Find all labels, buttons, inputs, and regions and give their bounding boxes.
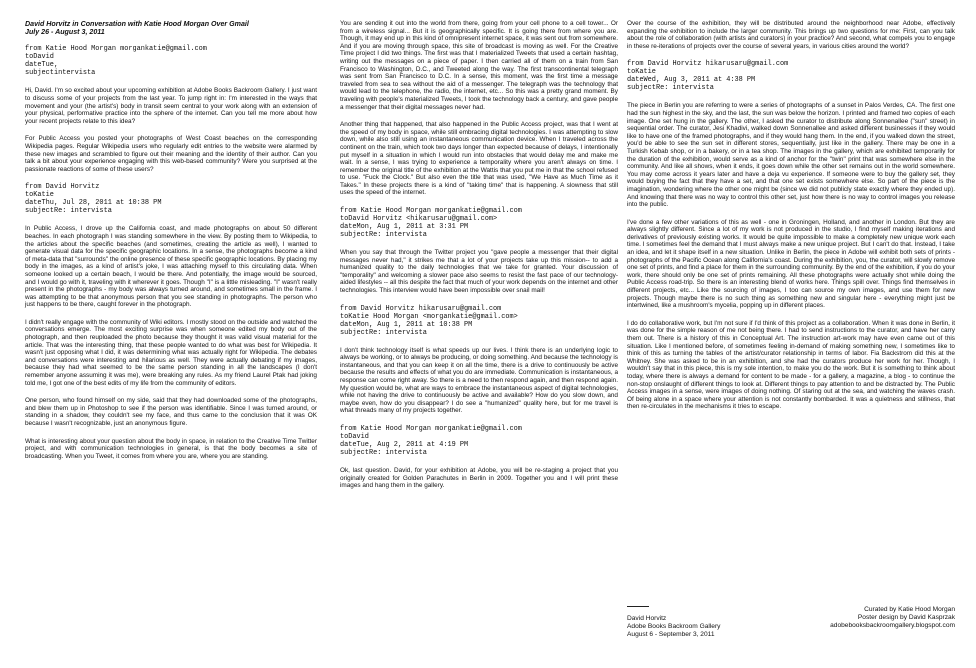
- column-3: [627, 20, 955, 421]
- email-header: from Katie Hood Morgan morgankatie@gmail.com toDavid dateTue, Aug 2, 2011 at 4:19 PM subjectRe: intervista: [340, 424, 522, 457]
- body-paragraph: Over the course of the exhibition, they will be distributed around the neighborhood near Adobe, effectively expanding the exhibition to include the larger community. This brings up two questions for me: First, can you talk about the role of collaboration (with artists and curators) in your practice? And second, what compels you to engage in these re-iterations of projects over the course of several years, in various cities around the world?: [627, 20, 955, 50]
- column-2-blocks: [340, 20, 618, 490]
- gallery-website-link[interactable]: adobebooksbackroomgallery.blogspot.com: [830, 621, 955, 629]
- email-header: from David Horvitz hikarusaru@gmail.com toKatie dateWed, Aug 3, 2011 at 4:38 PM subjectRe: intervista: [627, 60, 789, 93]
- footer-rule: [627, 606, 649, 607]
- email-header: from Katie Hood Morgan morgankatie@gmail.com toDavid dateTue, subjectintervista: [25, 45, 207, 78]
- footer-credits-left: [627, 606, 720, 639]
- curator-credit: Curated by Katie Hood Morgan: [864, 606, 955, 613]
- exhibition-dates: August 6 - September 3, 2011: [627, 630, 715, 638]
- document-title: David Horvitz in Conversation with Katie Hood Morgan Over Gmail July 26 - August 3, 2011: [25, 20, 249, 37]
- artist-name: David Horvitz: [627, 615, 667, 622]
- email-header: from David Horvitz toKatie dateThu, Jul 28, 2011 at 10:38 PM subjectRe: intervista: [25, 183, 162, 216]
- body-paragraph: I don't think technology itself is what speeds up our lives. I think there is an underlying logic to always be working, or to always be producing, or doing something. And because the technology is instantaneous, and that you can keep it on all the time, there is a drive to continuously be active because the results and effects of what you do are immediate. Communication is instantaneous, a response can come right away. So there is a need to then respond again, and then respond again. My question would be, what are ways to embrace the instantaneous aspect of digital technologies, while not having the drive to continuously be active and available? How do you slow down, and maybe even, how do you disappear? I do see a "humanized" quality here, but for me travel is what threads many of my projects together.: [340, 346, 618, 415]
- body-paragraph: I didn't really engage with the community of Wiki editors. I mostly stood on the outside and watched the conversations emerge. The most exciting surprise was when someone edited my body out of the photograph, and then reuploaded the photo because they thought it was valid visual material for the article. That was the interesting thing, that these people wanted to do what was best for Wikipedia. It wasn't just opposing what I did, it was determining what was actually right for Wikipedia. The debates and conversations were interesting and hilarious as well. They were actually debating if my images, because they had what seemed to be the same person standing in all the landscapes (I don't remember anyone assuming it was me), were breaking any rules. As my friend Laurel Ptak had joking told me, I got one of the best edits of my life from the community of editors.: [25, 318, 317, 387]
- column-3-blocks: [627, 20, 955, 411]
- body-paragraph: You are sending it out into the world from there, going from your cell phone to a cell tower... Or from a wireless signal... But it is geographically specific. It is going there from where you are. Though, it may end up in this kind of omnipresent internet space, it was sent out from somewhere. And if you are moving through space, this site of broadcast is moving as well. For the Creative Time project I did two things. The first was that I materialized Tweets that used a certain hashtag, writing out the messages on a piece of paper. I then carried all of them on a train from San Francisco to Washington, D.C., and Tweeted along the way. The first transcontinental telegraph was sent from San Francisco to D.C. In a sense, this moment, was the first time a message traveled from sea to sea without the aid of a messenger. The telegraph was the technology that would lead to the telephone, the radio, the internet, etc... So this was a pretty grand moment. By traveling with people's materialized Tweets, I took the technology back a century, and gave people a messenger that their digital messages never had.: [340, 20, 618, 111]
- body-paragraph: When you say that through the Twitter project you "gave people a messenger that their digital messages never had," it strikes me that a lot of your projects take up this mission-- to add a humanized quality to the daily technologies that we take for granted. Your discussion of "temporality" and welcoming a slower pace also seems to resist the fast pace of our technology-aided lifestyles -- all this despite the fact that much of your work depends on the internet and other technologies. This interview would have been impossible over snail mail!: [340, 249, 618, 295]
- body-paragraph: One person, who found himself on my side, said that they had downloaded some of the photographs, and blew them up in Photoshop to see if the person was identifiable. Since I was turned around, or standing in a shadow, they couldn't see my face, and thus came to the conclusion that it was OK because I wasn't recognizable, just an anonymous figure.: [25, 397, 317, 427]
- body-paragraph: What is interesting about your question about the body in space, in relation to the Creative Time Twitter project, and with communication technologies in general, is that the body becomes a site of broadcasting. When you Tweet, it comes from where you are, where you are standing.: [25, 437, 317, 460]
- email-header: from Katie Hood Morgan morgankatie@gmail.com toDavid Horvitz <hikarusaru@gmail.com> dateMon, Aug 1, 2011 at 3:31 PM subjectRe: intervista: [340, 207, 522, 240]
- body-paragraph: I've done a few other variations of this as well - one in Groningen, Holland, and another in London. But they are always slightly different. Since a lot of my work is not produced in the studio, I find myself making iterations and derivatives of previously existing works. It would be quite impossible to make a completely new unique work each time. I sometimes feel the demand that I must always make a new unique project. But I can't do that. Instead, I take an idea, and let it shape itself in a new situation. Unlike in Berlin, the piece in Adobe will exhibit both sets of prints - photographs of the Pacific Ocean along California's coast. During the exhibition, you, the curator, will slowly remove one set of prints, and find a place for them in the surrounding community. By the end of the exhibition, if you do your work, there should only be one set of prints remaining. All these photographs were actually shot while doing the Public Access road-trip. So there is an interesting blend of works here. Things spill over. Things find themselves in different projects, etc... Like the sourcing of images, I too can source my own images, and use them for new projects. Though maybe there is no such thing as something new and singular here - everything might just be intertwined, like a mushroom's mycelia, popping up in different places.: [627, 218, 955, 310]
- body-paragraph: The piece in Berlin you are referring to were a series of photographs of a sunset in Palos Verdes, CA. The first one had the sun highest in the sky, and the last, the sun was below the horizon. I printed and framed two copies of each image. One set hung in the gallery. The other, I asked the curator to distribute along Sonnenallee ("sun" street) in sequential order. The curator, Jesi Khadivi, walked down Sonnenallee and asked different businesses if they would like to have one of the framed photographs, and if they would hang them. In the end, if you walked down the street, you'd be able to see the sun set in different stores, sequentially, just like in the gallery. There may be one in a Turkish Kebab shop, or in a bakery, or in a tea shop. The images in the gallery, which are exhibited temporarily for the duration of the exhibition, would serve as a kind of anchor for the "twin" print that was somewhere else in the community. And like all shows, when it ends, it goes down while the other set remains out in the world somewhere. You may come across it years later and have a deja vu experience. If someone were to buy the gallery set, they would buying the fact that they have a set, and that one set exists somewhere else. So part of the piece is the imagination, wondering where the other one might be (since we did not publicly state exactly where they ended up). And knowing that there was no way to control this other set, just how there is no way to control images you release into the public.: [627, 102, 955, 209]
- email-header: from David Horvitz hikarusaru@gmail.com toKatie Hood Morgan <morgankatie@gmail.com> dateMon, Aug 1, 2011 at 10:38 PM subjectRe: intervista: [340, 304, 518, 337]
- column-1-blocks: [25, 45, 317, 460]
- body-paragraph: Ok, last question. David, for your exhibition at Adobe, you will be re-staging a project that you originally created for Golden Parachutes in Berlin in 2009. Together you and I will print these images and hang them in the gallery.: [340, 466, 618, 490]
- column-1: [25, 20, 317, 470]
- footer-credits-right: [795, 606, 955, 630]
- design-credit: Poster design by David Kasprzak: [857, 613, 955, 621]
- body-paragraph: I do do collaborative work, but I'm not sure if I'd think of this project as a collaboration. When it was done in Berlin, it was done for the simple reason of me not being there. I had to send instructions to the curator, and have her carry them out. There is a history of this in Conceptual Art. The instruction art-work may have even came out of this situation. Like I mentioned before, of sometimes feeling in-demand of making something new, I sometimes like to think of this as turning the tables of the artist/curator relationship in terms of labor. Fia Backstrom did this at the Whitney. She was asked to be in an exhibition, and she had the curators produce her work for her. Though, I wouldn't say that in this piece, this is my sole intention, to make you do the work. But it is something to think about today, where there is always a demand for content to be made - for a gallery, a magazine, a blog - to continue the non-stop onslaught of different things to look at. Different things to pay attention to and be distracted by. The Public Access images in a sense, were images of doing nothing. Of staring out at the sea, and watching the waves crash. Of being alone in a space where your attention is not constantly bombarded. It was a quietness and stillness, that then re-circulates in the mechanisms it tries to escape.: [627, 319, 955, 411]
- body-paragraph: Another thing that happened, that also happened in the Public Access project, was that I went at the speed of my body in space, while still embracing digital technologies. I was attempting to slow down, while also still using an instantaneous communication device. When I traveled across the continent on the train, which took two days longer than expected because of delays, I intentionally put myself in a situation in which I would run into obstacles that would delay me and make me wait. In a sense, I was trying to experience a temporality where you aren't always on time. I remember the original title of the exhibition at the Wattis that you put me in that the school refused to use. "Fuck the Clock." But also even the title that was used, "We Have as Much Time as it Takes." In these projects there is a kind of "taking time" that is happening. A slowness that still uses the speed of the internet.: [340, 121, 618, 197]
- column-2: [340, 20, 618, 500]
- body-paragraph: For Public Access you posted your photographs of West Coast beaches on the corresponding Wikipedia pages. Regular Wikipedia users who regularly edit entries to the website were alarmed by these new images and scrambled to figure out their meaning and the identity of their author. Can you talk a bit about your experience engaging with this web-based community? Were you surprised at the passionate reactions of some of these users?: [25, 135, 317, 173]
- body-paragraph: In Public Access, I drove up the California coast, and made photographs on about 50 different beaches. In each photograph I was standing somewhere in the view. By posting them to Wikipedia, to the articles about the specific beaches (and sometimes, creating the article as well), I wanted to generate visual data for the specific geographic locations. In a sense, the photographs become a kind of meta-data that "surrounds" the online presence of these specific geographic locations. By placing my body in the images, as a kind of artist's joke, I was attaching myself to this circulating data. When someone looked up a certain beach, I would be there. And potentially, the image would be sourced, and I would go with it, traveling with it wherever it goes. Though "I" is a little misleading. "I" wasn't really present in the photographs - my body was always turned around, and sometimes small in the frame. I was attempting to be that anonymous person that you see standing in photographs. The person who just happens to be there, caught forever in the photograph.: [25, 225, 317, 309]
- gallery-name: Adobe Books Backroom Gallery: [627, 622, 721, 630]
- body-paragraph: Hi, David. I'm so excited about your upcoming exhibition at Adobe Books Backroom Gallery. I just want to discuss some of your projects from the last year. To jump right in: I'm interested in the ways that movement and your (the artist's) body in transit seem central to your work along with an extension of your physical, performative practice into the sphere of the internet. Can you tell me more about how your recent projects relate to this idea?: [25, 87, 317, 125]
